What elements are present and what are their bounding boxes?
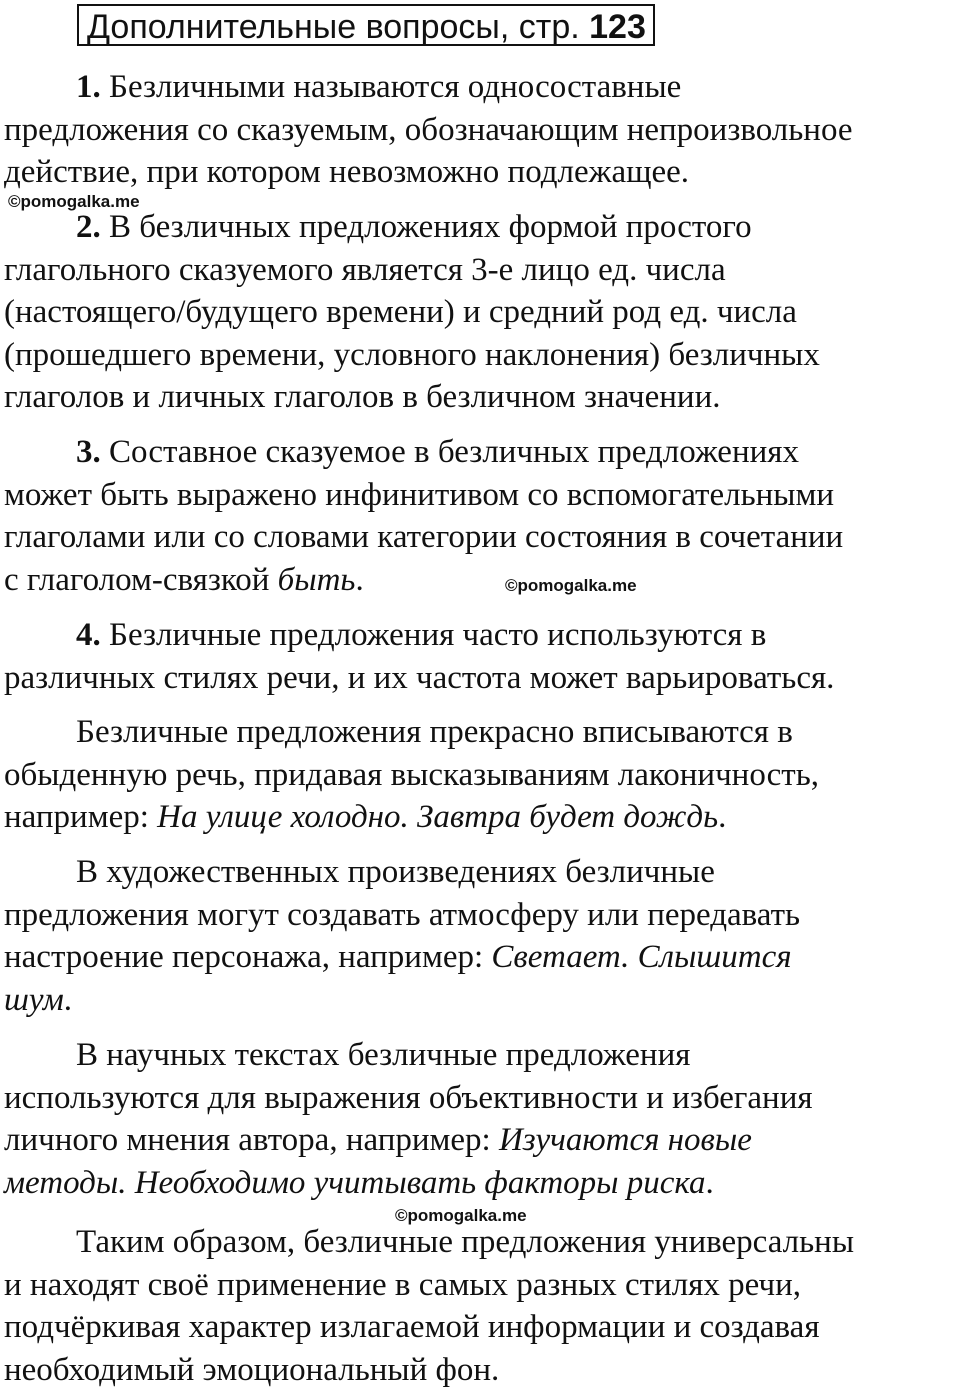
answer-text: Безличные предложения часто используются в	[109, 617, 767, 653]
paragraph-text: необходимый эмоциональный фон.	[4, 1351, 500, 1388]
paragraph-text: подчёркивая характер излагаемой информации и создавая	[4, 1309, 820, 1345]
italic-term: быть	[277, 561, 356, 598]
section-title: Дополнительные вопросы, стр.	[87, 8, 590, 46]
answer-number: 4.	[76, 617, 101, 653]
paragraph-text: В художественных произведениях безличные	[76, 854, 715, 890]
answer-text: действие, при котором невозможно подлежащее.	[4, 154, 690, 190]
answer-4	[4, 614, 956, 699]
paragraph-text: обыденную речь, придавая высказываниям лаконичность,	[4, 756, 820, 793]
example-text: шум	[4, 981, 64, 1018]
punctuation: .	[718, 799, 727, 835]
answer-text: (настоящего/будущего времени) и средний род ед. числа	[4, 294, 797, 330]
punctuation: .	[63, 981, 73, 1018]
page-number: 123	[589, 8, 646, 46]
example-text: Изучаются новые	[498, 1122, 752, 1158]
paragraph-everyday-speech	[4, 711, 956, 839]
answer-text: глаголов и личных глаголов в безличном значении.	[4, 379, 721, 415]
example-text: На улице холодно. Завтра будет дождь	[157, 799, 719, 835]
example-text: Светает. Слышится	[491, 939, 792, 975]
section-title-box	[77, 4, 655, 46]
answer-text: Безличными называются односоставные	[109, 69, 682, 105]
paragraph-conclusion	[4, 1221, 956, 1391]
paragraph-text: и находят своё применение в самых разных стилях речи,	[4, 1266, 801, 1303]
answer-text: глагольного сказуемого является 3-е лицо ед. числа	[4, 251, 726, 288]
paragraph-text: предложения могут создавать атмосферу или передавать	[4, 896, 801, 933]
paragraph-text: используются для выражения объективности и избегания	[4, 1079, 813, 1116]
answer-text: В безличных предложениях формой простого	[109, 209, 752, 245]
paragraph-fiction	[4, 851, 956, 1021]
answer-text: может быть выражено инфинитивом со вспомогательными	[4, 476, 835, 513]
answer-text: с глаголом-связкой	[4, 561, 278, 598]
punctuation: .	[355, 561, 364, 598]
answer-number: 2.	[76, 209, 101, 245]
example-text: методы. Необходимо учитывать факторы риска	[4, 1164, 706, 1201]
paragraph-text: Таким образом, безличные предложения универсальны	[76, 1224, 854, 1260]
paragraph-science	[4, 1034, 956, 1204]
answer-3	[4, 431, 956, 601]
paragraph-text: В научных текстах безличные предложения	[76, 1037, 691, 1073]
watermark: ©pomogalka.me	[8, 192, 140, 211]
answer-text: глаголами или со словами категории состояния в сочетании	[4, 519, 844, 555]
watermark: ©pomogalka.me	[505, 576, 637, 595]
answer-text: Составное сказуемое в безличных предложениях	[109, 434, 799, 470]
paragraph-text: личного мнения автора, например:	[4, 1122, 499, 1158]
answer-1	[4, 66, 956, 194]
punctuation: .	[705, 1164, 714, 1201]
answer-number: 1.	[76, 69, 101, 105]
watermark: ©pomogalka.me	[395, 1206, 527, 1225]
answer-text: различных стилях речи, и их частота может варьироваться.	[4, 659, 835, 696]
paragraph-text: например:	[4, 799, 158, 835]
answer-text: (прошедшего времени, условного наклонения) безличных	[4, 336, 820, 373]
answer-2	[4, 206, 956, 419]
answer-number: 3.	[76, 434, 101, 470]
answer-text: предложения со сказуемым, обозначающим непроизвольное	[4, 111, 853, 148]
paragraph-text: настроение персонажа, например:	[4, 939, 492, 975]
paragraph-text: Безличные предложения прекрасно вписываются в	[76, 714, 793, 750]
